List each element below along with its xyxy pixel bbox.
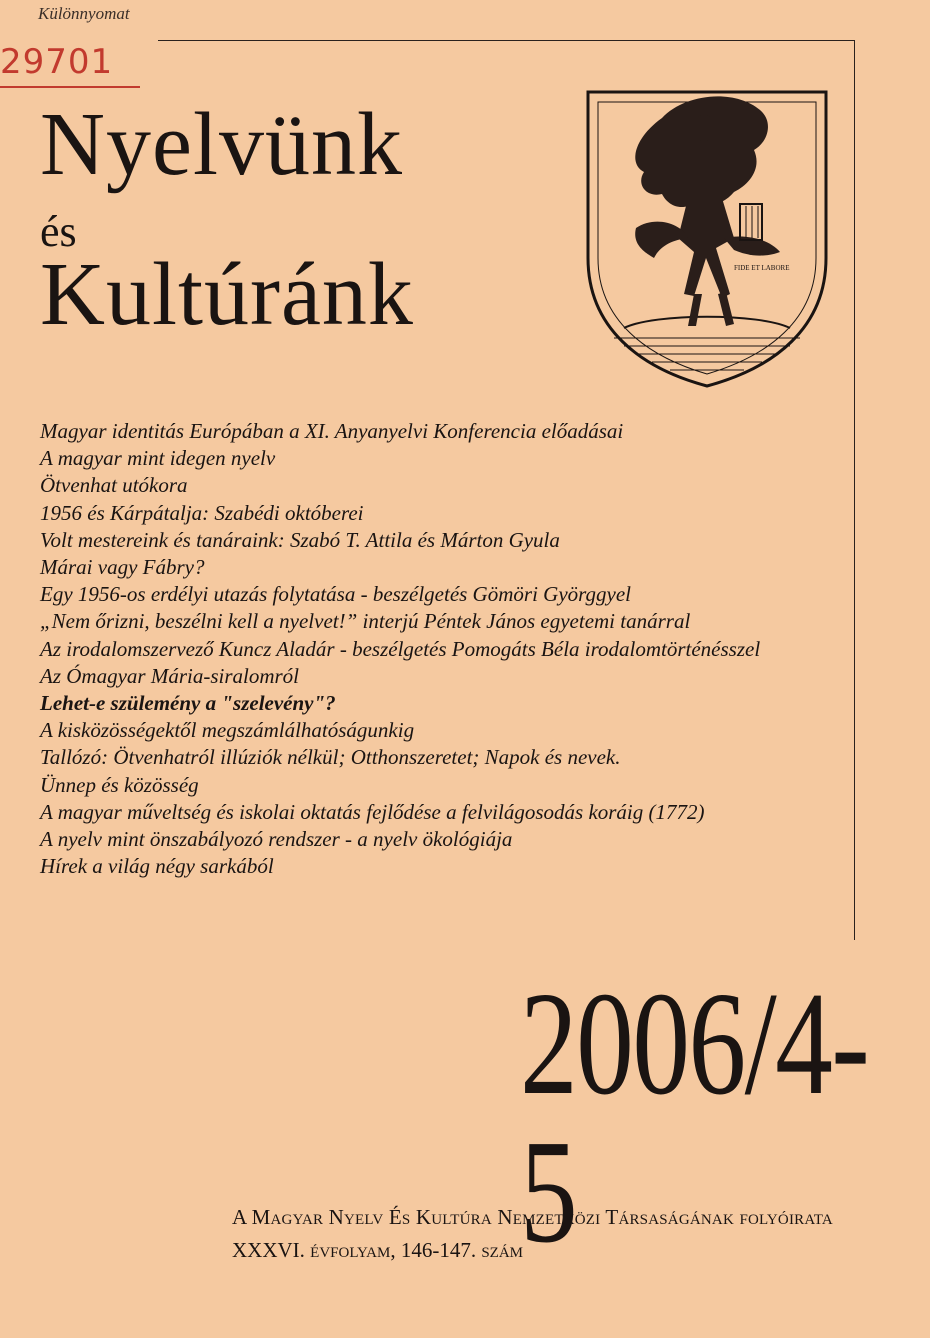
stamp-underline xyxy=(0,86,140,88)
toc-item: A nyelv mint önszabályozó rendszer - a nyelv ökológiája xyxy=(40,827,513,852)
toc-item: 1956 és Kárpátalja: Szabédi októberei xyxy=(40,500,364,525)
publisher-line: A Magyar Nyelv És Kultúra Nemzetközi Társaságának folyóirata xyxy=(232,1205,833,1229)
crest-inscription: FIDE ET LABORE xyxy=(734,264,790,272)
frame-top-rule xyxy=(158,40,855,41)
toc-item: A kisközösségektől megszámlálhatóságunkig xyxy=(40,718,415,743)
toc-item: Márai vagy Fábry? xyxy=(40,555,205,580)
toc-item: Ötvenhat utókora xyxy=(40,473,188,498)
library-stamp-number: 29701 xyxy=(0,42,114,82)
toc-item: Magyar identitás Európában a XI. Anyanyelvi Konferencia előadásai xyxy=(40,419,624,443)
coat-of-arms-icon xyxy=(584,88,830,390)
toc-item: A magyar műveltség és iskolai oktatás fejlődése a felvilágosodás koráig (1772) xyxy=(40,799,705,824)
journal-title-line-3: Kultúránk xyxy=(40,245,414,344)
journal-title-line-2: és xyxy=(40,207,77,256)
toc-item: „Nem őrizni, beszélni kell a nyelvet!” interjú Péntek János egyetemi tanárral xyxy=(40,609,691,634)
toc-item: Ünnep és közösség xyxy=(40,772,199,797)
toc-item: A magyar mint idegen nyelv xyxy=(40,446,276,471)
toc-item: Egy 1956-os erdélyi utazás folytatása - beszélgetés Gömöri Györggyel xyxy=(40,582,632,607)
toc-item: Tallózó: Ötvenhatról illúziók nélkül; Otthonszeretet; Napok és nevek. xyxy=(40,745,621,770)
toc-item: Hírek a világ négy sarkából xyxy=(40,854,274,879)
toc-item: Az irodalomszervező Kuncz Aladár - beszélgetés Pomogáts Béla irodalomtörténésszel xyxy=(40,636,761,661)
table-of-contents xyxy=(40,418,860,880)
toc-item-highlighted: Lehet-e szülemény a "szelevény"? xyxy=(40,691,336,716)
volume-line: XXXVI. évfolyam, 146-147. szám xyxy=(232,1238,523,1262)
toc-item: Az Ómagyar Mária-siralomról xyxy=(40,663,300,688)
journal-title-line-1: Nyelvünk xyxy=(40,95,403,194)
issue-number: 2006/4-5 xyxy=(520,962,869,1274)
reprint-label: Különnyomat xyxy=(38,4,130,23)
toc-item: Volt mestereink és tanáraink: Szabó T. Attila és Márton Gyula xyxy=(40,527,560,552)
